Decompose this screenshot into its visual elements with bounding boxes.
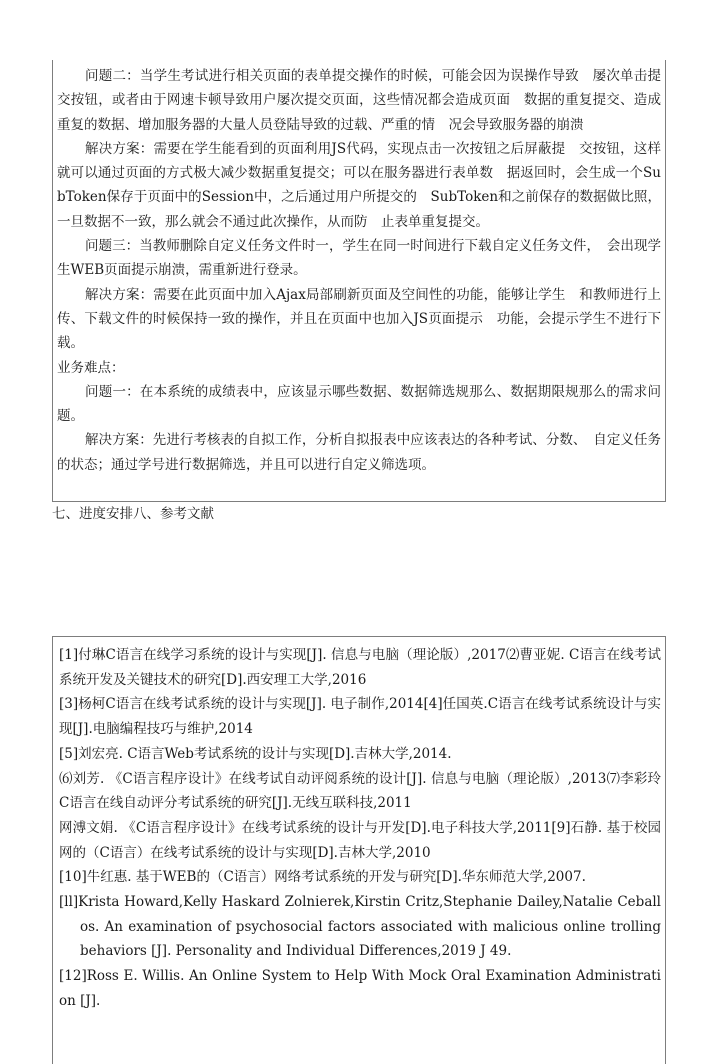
reference-item: [3]杨柯C语言在线考试系统的设计与实现[J]. 电子制作,2014[4]任国英.C语言在线考试系统设计与实现[J].电脑编程技巧与维护,2014: [59, 696, 661, 738]
reference-item: ⑹刘芳. 《C语言程序设计》在线考试自动评阅系统的设计[J]. 信息与电脑（理论版）,2013⑺李彩玲C语言在线自动评分考试系统的研究[J].无线互联科技,2011: [59, 770, 661, 812]
references-table: [52, 636, 666, 1064]
reference-item: [12]Ross E. Willis. An Online System to Help With Mock Oral Examination Administration [J].: [59, 968, 661, 1009]
content-table-top: [52, 60, 666, 502]
problem-two-paragraph: 问题二：当学生考试进行相关页面的表单提交操作的时候，可能会因为误操作导致 屡次单击提交按钮，或者由于网速卡顿导致用户屡次提交页面，这些情况都会造成页面 数据的重复提交、造成重复的数据、增加服务器的大量人员登陆导致的过载、严重的情 况会导致服务器的崩溃: [57, 68, 661, 133]
reference-item: [ll]Krista Howard,Kelly Haskard Zolnierek,Kirstin Critz,Stephanie Dailey,Natalie Ceballos. An examination of psychosocial factors associated with malicious online trolling behaviors [J]. Personality and Individual Differences,2019 J 49.: [59, 894, 661, 960]
reference-item: 网溥文娟. 《C语言程序设计》在线考试系统的设计与开发[D].电子科技大学,2011[9]石静. 基于校园网的（C语言）在线考试系统的设计与实现[D].吉林大学,2010: [59, 819, 661, 861]
reference-item: [1]付琳C语言在线学习系统的设计与实现[J]. 信息与电脑（理论版）,2017⑵曹亚妮. C语言在线考试系统开发及关键技术的研究[D].西安理工大学,2016: [59, 647, 661, 688]
reference-item: [5]刘宏亮. C语言Web考试系统的设计与实现[D].吉林大学,2014.: [59, 745, 452, 762]
business-difficulty-heading: 业务难点：: [57, 359, 125, 376]
solution-two-paragraph: 解决方案：需要在学生能看到的页面利用JS代码，实现点击一次按钮之后屏蔽提 交按钮，这样就可以通过页面的方式极大减少数据重复提交；可以在服务器进行表单数 据返回时，会生成一个SubToken保存于页面中的Session中，之后通过用户所提交的 SubToken和之前保存的数据做比照，一旦数据不一致，那么就会不通过此次操作，从而防 止表单重复提交。: [57, 140, 661, 230]
solution-three-paragraph: 解决方案：需要在此页面中加入Ajax局部刷新页面及空间性的功能，能够让学生 和教师进行上传、下载文件的时候保持一致的操作，并且在页面中也加入JS页面提示 功能，会提示学生不进行下载。: [57, 286, 661, 352]
solution-one-paragraph: 解决方案：先进行考核表的自拟工作，分析自拟报表中应该表达的各种考试、分数、 自定义任务的状态；通过学号进行数据筛选，并且可以进行自定义筛选项。: [57, 432, 661, 473]
reference-item: [10]牛红惠. 基于WEB的（C语言）网络考试系统的开发与研究[D].华东师范大学,2007.: [59, 869, 586, 886]
section-heading: 七、进度安排八、参考文献: [52, 506, 214, 522]
problem-one-paragraph: 问题一：在本系统的成绩表中，应该显示哪些数据、数据筛选规那么、数据期限规那么的需求问题。: [57, 383, 661, 425]
problem-three-paragraph: 问题三：当教师删除自定义任务文件时一，学生在同一时间进行下载自定义任务文件， 会出现学生WEB页面提示崩溃，需重新进行登录。: [57, 238, 661, 279]
